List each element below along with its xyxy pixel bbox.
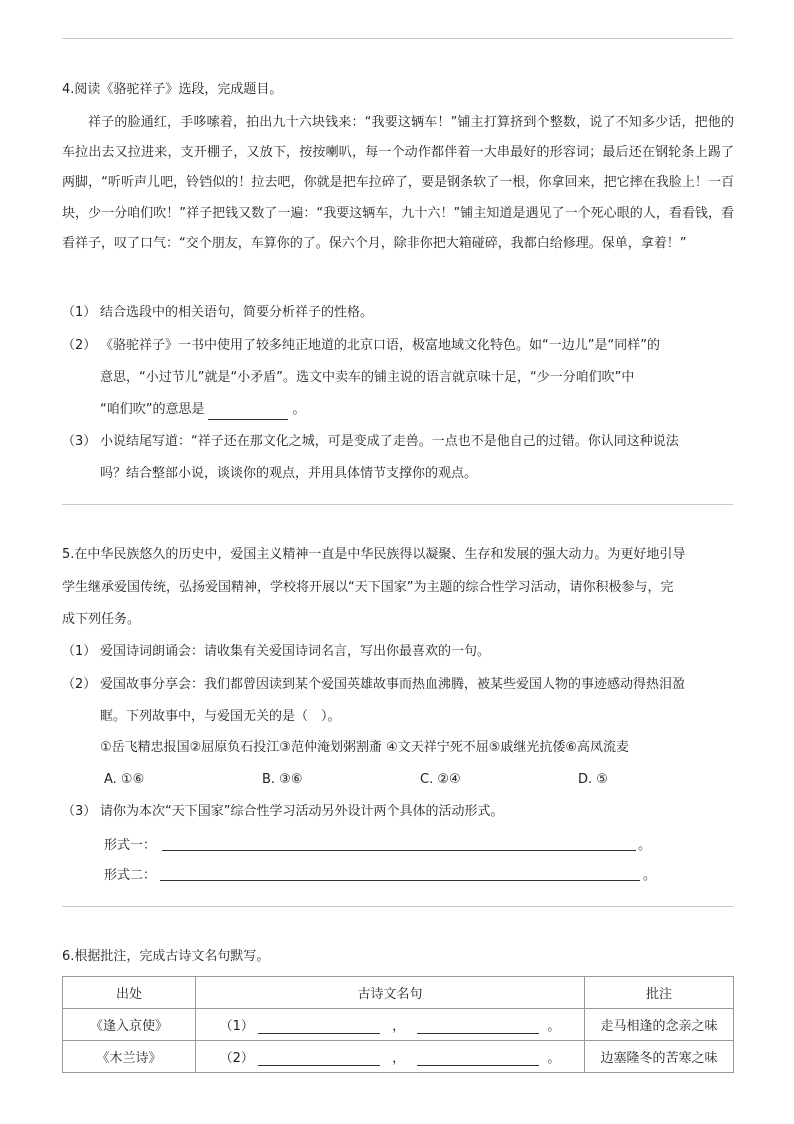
header-verse: 古诗文名句	[196, 977, 585, 1009]
row1-end: 。	[547, 1019, 561, 1034]
q5-stories: ①岳飞精忠报国②屈原负石投江③范仲淹划粥割齑 ④文天祥宁死不屈⑤戚继光抗倭⑥高凤流麦	[100, 740, 630, 755]
row1-comma: ，	[392, 1019, 406, 1034]
q5-sub2-text-b: 眶。下列故事中，与爱国无关的是（ ）。	[100, 709, 341, 724]
row1-verse	[196, 1009, 585, 1041]
table-row	[63, 1041, 734, 1073]
q5-form2-label: 形式二：	[104, 868, 157, 883]
row2-source: 《木兰诗》	[63, 1041, 196, 1073]
q4-sub3-text-a: 小说结尾写道：“祥子还在那文化之城，可是变成了走兽。一点也不是他自己的过错。你认同这种说法	[100, 434, 679, 449]
row1-num: （1）	[219, 1019, 254, 1034]
header-note: 批注	[585, 977, 734, 1009]
q5-sub1-text: 爱国诗词朗诵会：请收集有关爱国诗词名言，写出你最喜欢的一句。	[100, 644, 491, 659]
q5-sub2	[62, 675, 685, 695]
q4-sub2-answer-blank[interactable]	[208, 405, 288, 420]
row1-note: 走马相逢的念亲之味	[585, 1009, 734, 1041]
q4-sub1-number: （1）	[62, 305, 97, 320]
q4-passage: 祥子的脸通红，手哆嗦着，拍出九十六块钱来：“我要这辆车！”铺主打算挤到个整数，说了不知多少话，把他的车拉出去又拉进来，支开棚子，又放下，按按喇叭，每一个动作都伴着一大串最好的形容词；最后还在钢轮条上踢了两脚，“听听声儿吧，铃铛似的！拉去吧，你就是把车拉碎了，要是钢条软了一根，你拿回来，把它摔在我脸上！一百块，少一分咱们吹！”祥子把钱又数了一遍：“我要这辆车，九十六！”铺主知道是遇见了一个死心眼的人，看看钱，看看祥子，叹了口气：“交个朋友，车算你的了。保六个月，除非你把大箱碰碎，我都白给修理。保单，拿着！”	[62, 115, 734, 251]
q4-sub2-end: 。	[292, 402, 306, 417]
table-row	[63, 1009, 734, 1041]
q5-form1-label: 形式一：	[104, 838, 157, 853]
q5-sub1	[62, 642, 490, 662]
q4-sub3-text-b: 吗？结合整部小说，谈谈你的观点，并用具体情节支撑你的观点。	[100, 466, 478, 481]
q4-title: 4.阅读《骆驼祥子》选段，完成题目。	[62, 82, 283, 97]
q5-sub3-number: （3）	[62, 804, 97, 819]
q5-option-a[interactable]: A. ①⑥	[104, 772, 145, 787]
divider-q4-q5	[62, 504, 733, 505]
q5-title-a: 5.在中华民族悠久的历史中，爱国主义精神一直是中华民族得以凝聚、生存和发展的强大动力。为更好地引导	[62, 547, 686, 562]
row2-num: （2）	[219, 1051, 254, 1066]
q6-table	[62, 976, 734, 1073]
q5-title-c: 成下列任务。	[62, 612, 141, 627]
q4-sub2-text-b: 意思，“小过节儿”就是“小矛盾”。选文中卖车的铺主说的语言就京味十足，“少一分咱们吹”中	[100, 370, 635, 385]
q4-sub3-number: （3）	[62, 434, 97, 449]
q5-option-b[interactable]: B. ③⑥	[262, 772, 303, 787]
q4-sub3	[62, 432, 679, 452]
row1-blank-2[interactable]	[417, 1019, 539, 1034]
q5-form1-end: 。	[638, 838, 652, 853]
row2-blank-1[interactable]	[258, 1051, 380, 1066]
q4-sub2-line-c	[100, 400, 306, 420]
q5-sub3	[62, 802, 503, 822]
row2-comma: ，	[392, 1051, 406, 1066]
q5-option-c[interactable]: C. ②④	[420, 772, 461, 787]
q5-form2-blank[interactable]	[160, 880, 640, 881]
q4-sub1	[62, 303, 373, 323]
table-header-row	[63, 977, 734, 1009]
row2-verse	[196, 1041, 585, 1073]
q5-option-d[interactable]: D. ⑤	[578, 772, 608, 787]
q4-sub2-text-c: “咱们吹”的意思是	[100, 402, 205, 417]
row1-source: 《逢入京使》	[63, 1009, 196, 1041]
header-source: 出处	[63, 977, 196, 1009]
q6-title: 6.根据批注，完成古诗文名句默写。	[62, 949, 270, 964]
q4-sub2-number: （2）	[62, 338, 97, 353]
q5-form2-end: 。	[643, 868, 657, 883]
q5-sub1-number: （1）	[62, 644, 97, 659]
q4-sub2-text-a: 《骆驼祥子》一书中使用了较多纯正地道的北京口语，极富地域文化特色。如“一边儿”是“同样”的	[100, 338, 660, 353]
divider-q5-q6	[62, 906, 733, 907]
row2-blank-2[interactable]	[417, 1051, 539, 1066]
q4-sub2	[62, 336, 660, 356]
row2-note: 边塞隆冬的苦寒之味	[585, 1041, 734, 1073]
top-divider	[62, 38, 733, 39]
q5-sub2-number: （2）	[62, 677, 97, 692]
row1-blank-1[interactable]	[258, 1019, 380, 1034]
row2-end: 。	[547, 1051, 561, 1066]
q5-sub2-text-a: 爱国故事分享会：我们都曾因读到某个爱国英雄故事而热血沸腾，被某些爱国人物的事迹感动得热泪盈	[100, 677, 686, 692]
q5-title-b: 学生继承爱国传统，弘扬爱国精神，学校将开展以“天下国家”为主题的综合性学习活动，请你积极参与，完	[62, 580, 674, 595]
q4-sub1-text: 结合选段中的相关语句，简要分析祥子的性格。	[100, 305, 374, 320]
q5-sub3-text: 请你为本次“天下国家”综合性学习活动另外设计两个具体的活动形式。	[100, 804, 504, 819]
q5-form1-blank[interactable]	[162, 850, 636, 851]
